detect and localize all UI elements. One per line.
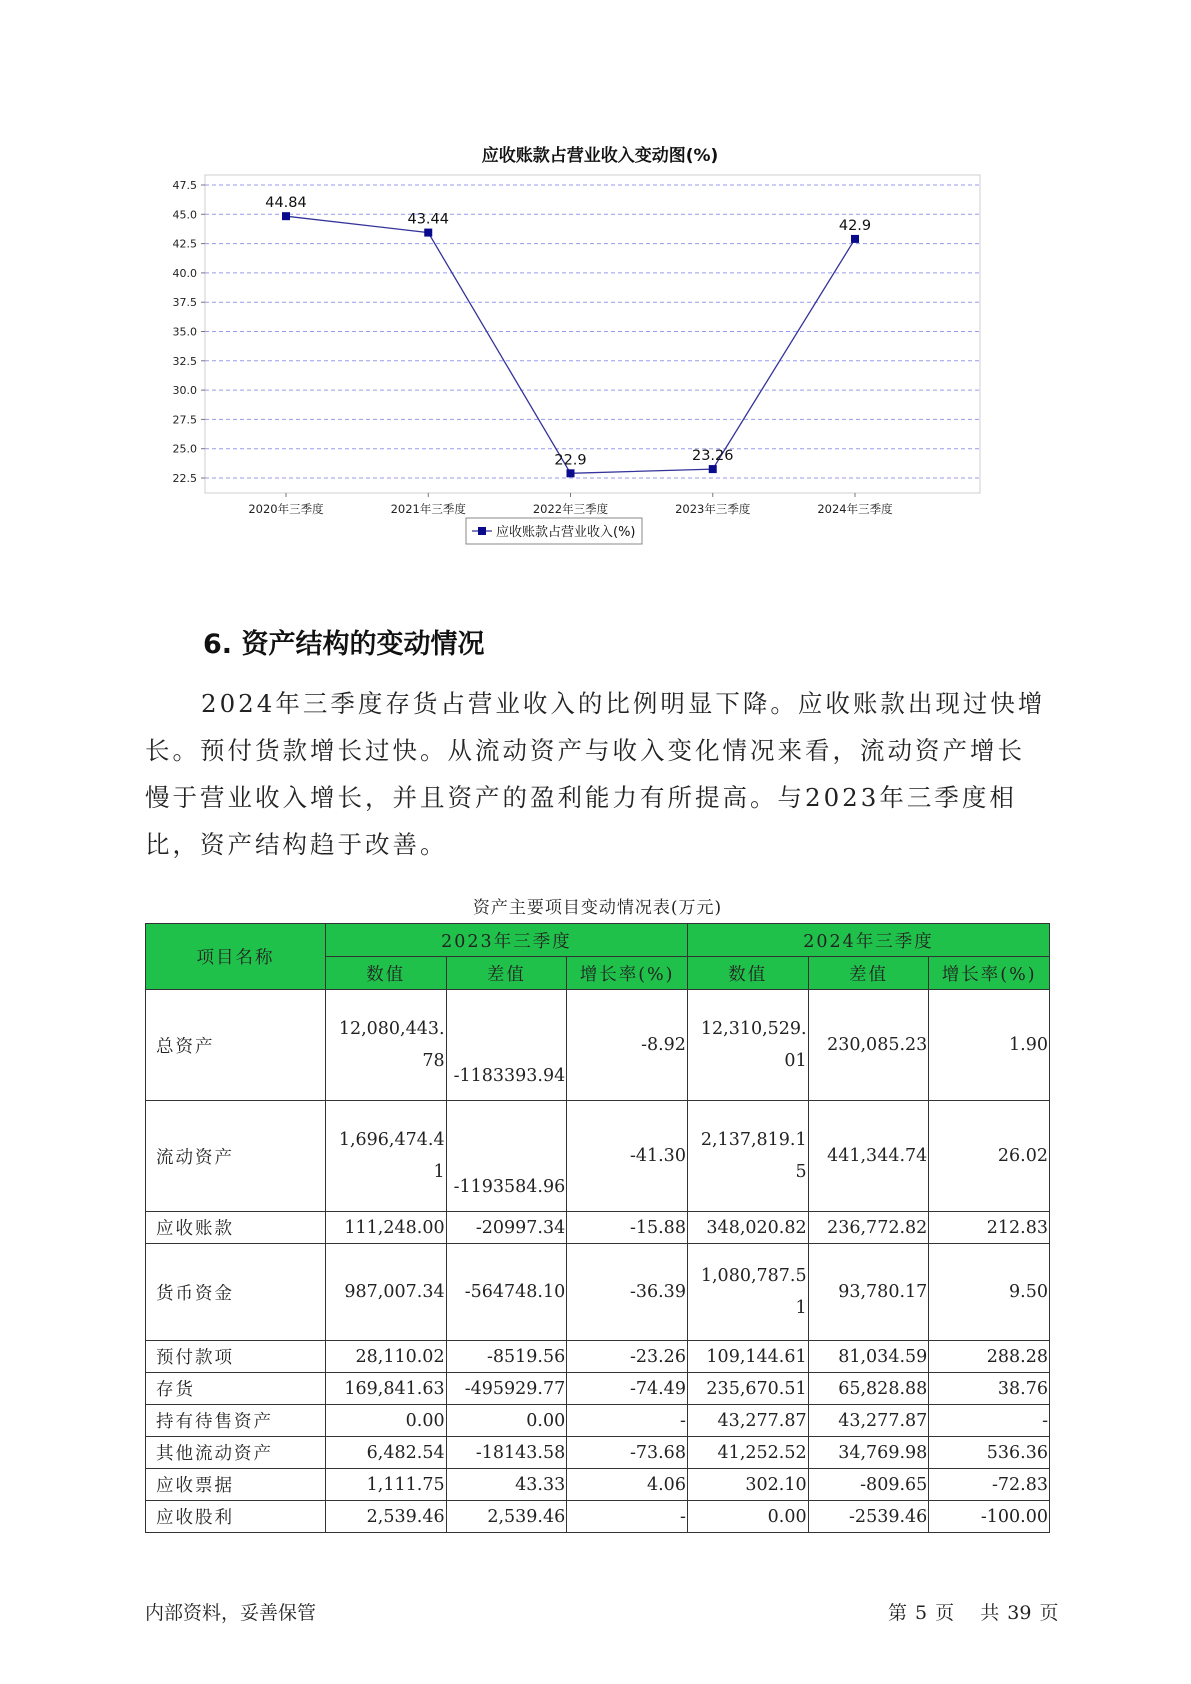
y-tick-label: 27.5 xyxy=(172,413,197,427)
cell-diff-2024: 65,828.88 xyxy=(808,1373,929,1405)
cell-diff-2024: 93,780.17 xyxy=(808,1244,929,1341)
cell-growth-2023: -73.68 xyxy=(567,1437,688,1469)
y-tick-label: 35.0 xyxy=(172,325,197,339)
x-tick-label: 2020年三季度 xyxy=(248,502,324,516)
cell-value-2024: 12,310,529.01 xyxy=(687,990,808,1101)
subheader-diff-2023: 差值 xyxy=(446,957,567,990)
cell-value-2024: 348,020.82 xyxy=(687,1212,808,1244)
y-tick-label: 40.0 xyxy=(172,266,197,280)
cell-growth-2024: 212.83 xyxy=(929,1212,1050,1244)
page-number: 5 xyxy=(915,1602,928,1624)
cell-value-2024: 43,277.87 xyxy=(687,1405,808,1437)
cell-growth-2024: -72.83 xyxy=(929,1469,1050,1501)
row-name: 货币资金 xyxy=(146,1244,326,1341)
row-name: 存货 xyxy=(146,1373,326,1405)
table-row xyxy=(146,1341,1050,1373)
cell-growth-2023: -23.26 xyxy=(567,1341,688,1373)
row-name: 预付款项 xyxy=(146,1341,326,1373)
table-row xyxy=(146,1101,1050,1212)
table-row xyxy=(146,990,1050,1101)
cell-value-2024: 235,670.51 xyxy=(687,1373,808,1405)
cell-diff-2023: 0.00 xyxy=(446,1405,567,1437)
cell-value-2023: 111,248.00 xyxy=(325,1212,446,1244)
cell-value-2023: 12,080,443.78 xyxy=(325,990,446,1101)
cell-growth-2023: -74.49 xyxy=(567,1373,688,1405)
row-name: 持有待售资产 xyxy=(146,1405,326,1437)
row-name: 其他流动资产 xyxy=(146,1437,326,1469)
cell-value-2023: 6,482.54 xyxy=(325,1437,446,1469)
legend-label: 应收账款占营业收入(%) xyxy=(496,525,636,540)
row-name: 应收账款 xyxy=(146,1212,326,1244)
y-tick-label: 37.5 xyxy=(172,296,197,310)
cell-diff-2024: -2539.46 xyxy=(808,1501,929,1533)
cell-diff-2024: 34,769.98 xyxy=(808,1437,929,1469)
subheader-value-2023: 数值 xyxy=(325,957,446,990)
row-name: 流动资产 xyxy=(146,1101,326,1212)
cell-value-2023: 2,539.46 xyxy=(325,1501,446,1533)
cell-value-2023: 1,111.75 xyxy=(325,1469,446,1501)
cell-diff-2023: -495929.77 xyxy=(446,1373,567,1405)
cell-diff-2023: -1183393.94 xyxy=(446,990,567,1101)
cell-value-2023: 169,841.63 xyxy=(325,1373,446,1405)
total-unit: 页 xyxy=(1039,1602,1059,1624)
section-heading: 6. 资产结构的变动情况 xyxy=(203,629,485,660)
subheader-diff-2024: 差值 xyxy=(808,957,929,990)
data-label: 42.9 xyxy=(838,217,872,234)
table-row xyxy=(146,1373,1050,1405)
cell-diff-2024: 43,277.87 xyxy=(808,1405,929,1437)
data-point xyxy=(567,469,575,477)
analysis-paragraph: 2024年三季度存货占营业收入的比例明显下降。应收账款出现过快增长。预付货款增长过快。从流动资产与收入变化情况来看，流动资产增长慢于营业收入增长，并且资产的盈利能力有所提高。与2023年三季度相比，资产结构趋于改善。 xyxy=(145,689,1046,859)
table-header-row xyxy=(146,924,1050,957)
footer-page-info xyxy=(884,1598,1062,1625)
cell-diff-2024: -809.65 xyxy=(808,1469,929,1501)
chart-title: 应收账款占营业收入变动图(%) xyxy=(481,146,719,166)
x-axis-ticks xyxy=(248,493,893,516)
table-row xyxy=(146,1437,1050,1469)
row-name: 应收股利 xyxy=(146,1501,326,1533)
cell-diff-2023: -1193584.96 xyxy=(446,1101,567,1212)
cell-growth-2024: 536.36 xyxy=(929,1437,1050,1469)
data-point xyxy=(851,235,859,243)
cell-diff-2023: -18143.58 xyxy=(446,1437,567,1469)
cell-growth-2023: -15.88 xyxy=(567,1212,688,1244)
cell-growth-2023: -36.39 xyxy=(567,1244,688,1341)
subheader-value-2024: 数值 xyxy=(687,957,808,990)
cell-diff-2023: 43.33 xyxy=(446,1469,567,1501)
cell-value-2024: 1,080,787.51 xyxy=(687,1244,808,1341)
data-point xyxy=(709,465,717,473)
cell-growth-2024: 1.90 xyxy=(929,990,1050,1101)
cell-diff-2023: -8519.56 xyxy=(446,1341,567,1373)
cell-growth-2024: - xyxy=(929,1405,1050,1437)
cell-growth-2023: - xyxy=(567,1501,688,1533)
table-row xyxy=(146,1405,1050,1437)
x-tick-label: 2022年三季度 xyxy=(532,502,609,516)
row-name: 应收票据 xyxy=(146,1469,326,1501)
series-layer xyxy=(265,195,871,477)
table-row xyxy=(146,1469,1050,1501)
y-tick-label: 22.5 xyxy=(172,472,197,485)
cell-growth-2023: - xyxy=(567,1405,688,1437)
total-pages: 39 xyxy=(1007,1602,1032,1624)
cell-diff-2023: -564748.10 xyxy=(446,1244,567,1341)
cell-growth-2024: -100.00 xyxy=(929,1501,1050,1533)
cell-value-2023: 0.00 xyxy=(325,1405,446,1437)
page-prefix: 第 xyxy=(888,1602,908,1624)
data-label: 22.9 xyxy=(554,452,587,469)
data-label: 43.44 xyxy=(407,211,450,228)
legend xyxy=(466,518,642,544)
cell-growth-2024: 38.76 xyxy=(929,1373,1050,1405)
cell-diff-2024: 81,034.59 xyxy=(808,1341,929,1373)
x-tick-label: 2023年三季度 xyxy=(675,502,751,516)
y-tick-label: 32.5 xyxy=(172,354,197,368)
header-period-2023: 2023年三季度 xyxy=(325,924,687,957)
data-label: 44.84 xyxy=(265,195,307,212)
series-line xyxy=(286,216,855,473)
cell-diff-2023: -20997.34 xyxy=(446,1212,567,1244)
cell-value-2024: 2,137,819.15 xyxy=(687,1101,808,1212)
table-row xyxy=(146,1501,1050,1533)
cell-value-2024: 302.10 xyxy=(687,1469,808,1501)
cell-value-2024: 0.00 xyxy=(687,1501,808,1533)
cell-value-2023: 987,007.34 xyxy=(325,1244,446,1341)
total-prefix: 共 xyxy=(980,1602,1000,1624)
y-tick-label: 47.5 xyxy=(172,179,197,192)
subheader-growth-2023: 增长率(%) xyxy=(567,957,688,990)
y-tick-label: 25.0 xyxy=(172,442,197,456)
data-point xyxy=(282,212,290,220)
legend-marker-swatch xyxy=(478,527,486,535)
cell-growth-2023: -8.92 xyxy=(567,990,688,1101)
cell-growth-2024: 9.50 xyxy=(929,1244,1050,1341)
cell-value-2023: 28,110.02 xyxy=(325,1341,446,1373)
x-tick-label: 2021年三季度 xyxy=(390,502,466,516)
cell-diff-2024: 236,772.82 xyxy=(808,1212,929,1244)
cell-diff-2024: 441,344.74 xyxy=(808,1101,929,1212)
table-row xyxy=(146,1212,1050,1244)
cell-diff-2024: 230,085.23 xyxy=(808,990,929,1101)
footer-confidential-note: 内部资料，妥善保管 xyxy=(145,1602,317,1624)
asset-change-table xyxy=(145,923,1050,1533)
data-label: 23.26 xyxy=(691,448,734,465)
page-unit: 页 xyxy=(935,1602,955,1624)
x-tick-label: 2024年三季度 xyxy=(817,502,893,516)
line-chart-svg xyxy=(150,135,1030,595)
cell-growth-2024: 26.02 xyxy=(929,1101,1050,1212)
y-tick-label: 30.0 xyxy=(172,384,197,398)
header-item-name: 项目名称 xyxy=(146,924,326,990)
y-axis-ticks xyxy=(173,179,206,485)
cell-value-2024: 41,252.52 xyxy=(687,1437,808,1469)
y-tick-label: 45.0 xyxy=(172,208,197,222)
data-point xyxy=(424,229,432,237)
cell-growth-2023: 4.06 xyxy=(567,1469,688,1501)
cell-growth-2023: -41.30 xyxy=(567,1101,688,1212)
table-row xyxy=(146,1244,1050,1341)
y-tick-label: 42.5 xyxy=(172,237,197,251)
cell-diff-2023: 2,539.46 xyxy=(446,1501,567,1533)
cell-growth-2024: 288.28 xyxy=(929,1341,1050,1373)
cell-value-2023: 1,696,474.41 xyxy=(325,1101,446,1212)
table-caption: 资产主要项目变动情况表(万元) xyxy=(472,898,723,918)
header-period-2024: 2024年三季度 xyxy=(687,924,1049,957)
receivables-ratio-chart xyxy=(150,135,1030,595)
subheader-growth-2024: 增长率(%) xyxy=(929,957,1050,990)
row-name: 总资产 xyxy=(146,990,326,1101)
cell-value-2024: 109,144.61 xyxy=(687,1341,808,1373)
